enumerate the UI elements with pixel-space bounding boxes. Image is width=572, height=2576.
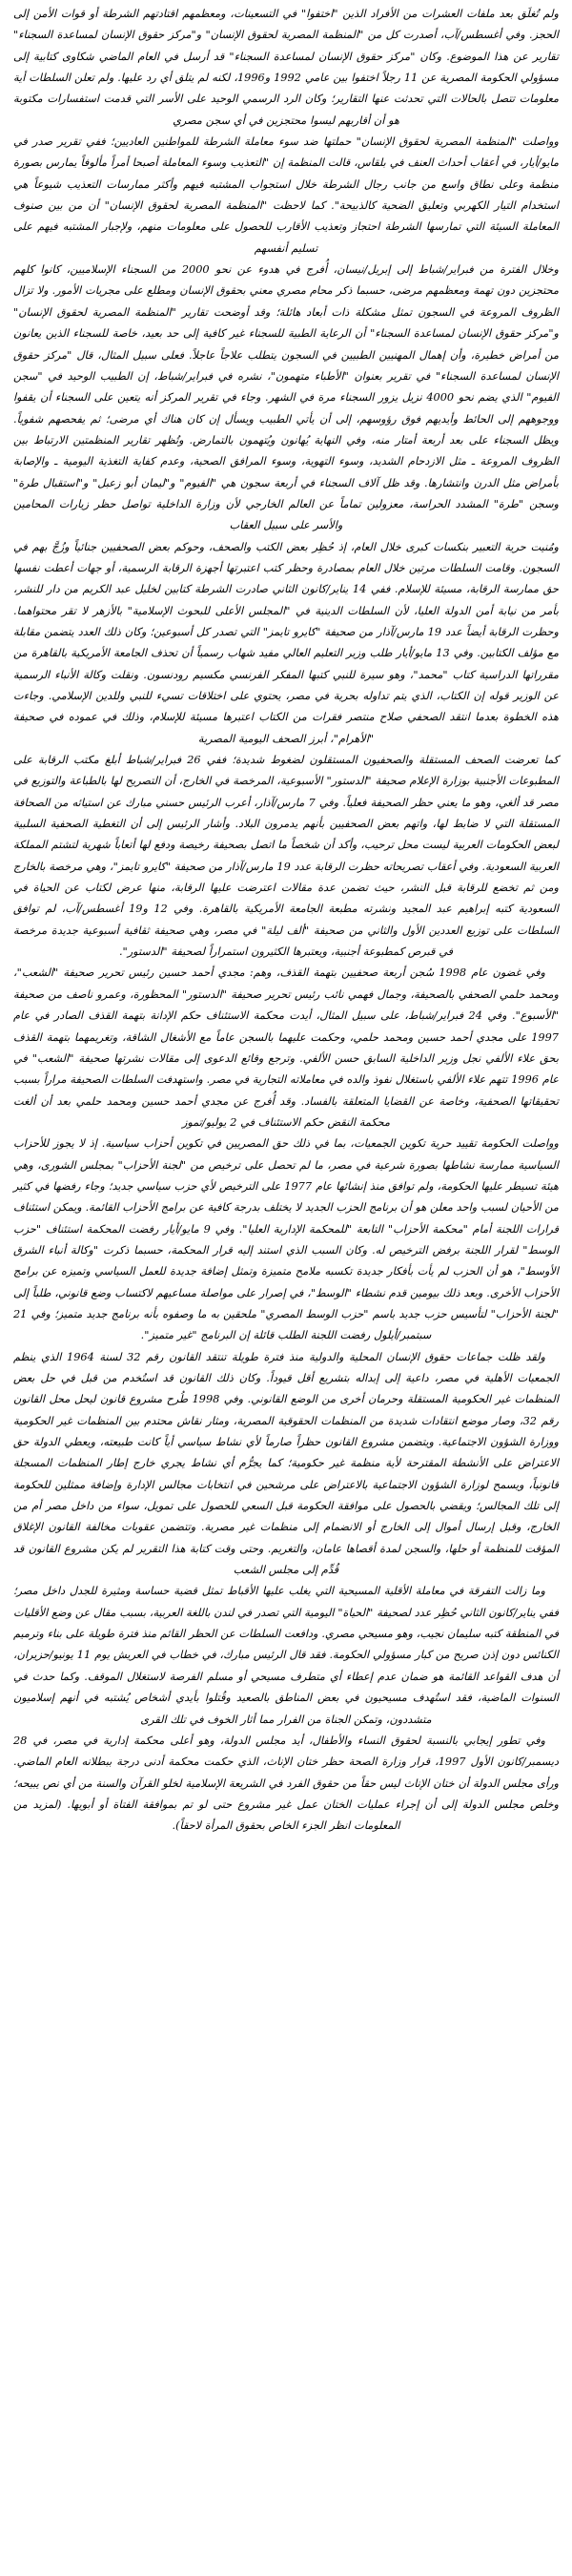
paragraph: وخلال الفترة من فبراير/شباط إلى إبريل/نيسان، أُفرج في هدوء عن نحو 2000 من السجناء الإسلاميين، كانوا كلهم محتجزين دون تهمة ومعظمهم مرضى، حسبما ذكر محام مصري معني بحقوق الإنسان ومطلع على مجريات الأمور. ولا تزال الظروف المروعة في السجون تمثل مشكلة ذات أبعاد هائلة؛ وقد أوضحت تقارير "المنظمة المصرية لحقوق الإنسان" و"مركز حقوق الإنسان لمساعدة السجناء" أن الرعاية الطبية للسجناء غير كافية إلى حد بعيد، خاصة للسجناء الذين يعانون من أمراض خطيرة، وأن إهمال المهنيين الطبيين في السجون يتطلب علاجاً عاجلاً. فعلى سبيل المثال، قال "مركز حقوق الإنسان لمساعدة السجناء" في تقرير بعنوان "الأطباء متهمون"، نشره في فبراير/شباط، إن الطبيب الوحيد في "سجن الفيوم" الذي يضم نحو 4000 نزيل يزور السجناء مرة في الشهر. وجاء في تقرير المركز أنه يتعين على السجناء أن يقفوا ووجوههم إلى الحائط وأيديهم فوق رؤوسهم، إلى أن يأتي الطبيب ويسأل إن كان هناك أي مرضى؛ ثم يفحصهم شفوياً. ويظل السجناء على بعد أربعة أمتار منه، وفي النهاية يُهانون ويُتهمون بالتمارض. وتُظهر تقارير المنظمتين الارتباط بين الظروف المروعة ـ مثل الازدحام الشديد، وسوء التهوية، وسوء المرافق الصحية، وعدم كفاية التغذية اليومية ـ والإصابة بأمراض مثل الدرن وانتشارها. وقد ظل آلاف السجناء في أربعة سجون هي "الفيوم" و"ليمان أبو زعبل" و"استقبال طرة" وسجن "طرة" المشدد الحراسة، معزولين تماماً عن العالم الخارجي لأن وزارة الداخلية تواصل حظر زيارات المحامين والأسر على سبيل العقاب — [13, 263, 560, 532]
paragraph: وواصلت الحكومة تقييد حرية تكوين الجمعيات، بما في ذلك حق المصريين في تكوين أحزاب سياسية. إذ لا يجوز للأحزاب السياسية ممارسة نشاطها بصورة شرعية في مصر، ما لم تحصل على ترخيص من "لجنة الأحزاب" بمجلس الشورى، وهي هيئة تسيطر عليها الحكومة، ولم توافق منذ إنشائها عام 1977 على الترخيص لأي حزب سياسي جديد؛ وجاء رفضها في كثير من الأحيان لسبب واحد معلن هو أن برنامج الحزب الجديد لا يختلف بدرجة كافية عن برامج الأحزاب القائمة. ويمكن استئناف قرارات اللجنة أمام "محكمة الأحزاب" التابعة "للمحكمة الإدارية العليا". وفي 9 مايو/أيار رفضت المحكمة استئناف "حزب الوسط" لقرار اللجنة برفض الترخيص له. وكان السبب الذي استند إليه قرار المحكمة، حسبما ذكرت "وكالة أنباء الشرق الأوسط"، هو أن الحزب لم يأت بأفكار جديدة تكسبه ملامح متميزة وتمثل إضافة جديدة للعمل السياسي وتميزه عن برامج الأحزاب الأخرى. وبعد ذلك بيومين قدم نشطاء "الوسط"، في إصرار على مواصلة مساعيهم لاكتساب وضع قانوني، طلباً إلى "لجنة الأحزاب" لتأسيس حزب جديد باسم "حزب الوسط المصري" ملحقين به ما وصفوه بأنه برنامج جديد متميز؛ وفي 21 سبتمبر/أيلول رفضت اللجنة الطلب قائلة إن البرنامج "غير متميز". — [13, 1137, 560, 1342]
paragraph: وفي تطور إيجابي بالنسبة لحقوق النساء والأطفال، أيد مجلس الدولة، وهو أعلى محكمة إدارية في مصر، في 28 ديسمبر/كانون الأول 1997، قرار وزارة الصحة حظر ختان الإناث، الذي حكمت محكمة أدنى درجة ببطلانه العام الماضي. ورأى مجلس الدولة أن ختان الإناث ليس حقاً من حقوق الفرد في الشريعة الإسلامية لخلو القرآن والسنة من أي نص يبيحه؛ وخلص مجلس الدولة إلى أن إجراء عمليات الختان عمل غير مشروع حتى لو تم بموافقة الفتاة أو أبويها. (لمزيد من المعلومات انظر الجزء الخاص بحقوق المرأة لاحقاً). — [13, 1734, 560, 1833]
paragraph: ولقد ظلت جماعات حقوق الإنسان المحلية والدولية منذ فترة طويلة تنتقد القانون رقم 32 لسنة 1964 الذي ينظم الجمعيات الأهلية في مصر، داعية إلى إبداله بتشريع أقل قيوداً. وكان ذلك القانون قد استُخدم من قبل في حل بعض المنظمات غير الحكومية المستقلة وحرمان أخرى من الوضع القانوني. وفي 1998 طُرح مشروع قانون ليحل محل القانون رقم 32، وصار موضع انتقادات شديدة من المنظمات الحقوقية المصرية، ومثار نقاش محتدم بين المنظمات غير الحكومية ووزارة الشؤون الاجتماعية. ويتضمن مشروع القانون حظراً صارماً لأي نشاط سياسي أياً كانت طبيعته، ويعطي الدولة حق الاعتراض على الأنشطة المقترحة لأية منظمة غير حكومية؛ كما يجرُّم أي نشاط يجري خارج إطار المنظمات المسجلة قانونياً، ويسمح لوزارة الشؤون الاجتماعية بالاعتراض على مرشحين في انتخابات مجالس الإدارة وإضافة ممثلين للحكومة إلى تلك المجالس؛ ويقضي بالحصول على موافقة الحكومة قبل السعي للحصول على تمويل، سواء من داخل مصر أم من الخارج، وقبل إرسال أموال إلى الخارج أو الانضمام إلى منظمات غير مصرية. وتتضمن عقوبات مخالفة القانون الإغلاق المؤقت للمنظمة أو حلها، والسجن لمدة أقصاها عامان، والتغريم. وحتى وقت كتابة هذا التقرير لم يكن مشروع القانون قد قُدِّم إلى مجلس الشعب — [13, 1350, 559, 1577]
paragraph: ومُنيت حرية التعبير بنكسات كبرى خلال العام، إذ حُظِر بعض الكتب والصحف، وحوكم بعض الصحفيين جنائياً وزُجَّ بهم في السجون. وقامت السلطات مرتين خلال العام بمصادرة وحظر كتب اعتبرتها أجهزة الرقابة الرسمية، أو جهات أعطت نفسها حق ممارسة الرقابة، مسيئة للإسلام. ففي 14 يناير/كانون الثاني صادرت الشرطة كتابين لخليل عبد الكريم من دار للنشر، بأمر من نيابة أمن الدولة العليا، لأن السلطات الدينية في "المجلس الأعلى للبحوث الإسلامية" بالأزهر لا تقر محتواهما. وحظرت الرقابة أيضاً عدد 19 مارس/آذار من صحيفة "كايرو تايمز" التي تصدر كل أسبوعين؛ وكان ذلك العدد يتضمن مقابلة مع مؤلف الكتابين. وفي 13 مايو/أيار طلب وزير التعليم العالي مفيد شهاب رسمياً أن تحذف الجامعة الأمريكية بالقاهرة من مقرراتها الدراسية كتاب "محمد"، وهو سيرة للنبي كتبها المفكر الفرنسي مكسيم رودنسون. ونقلت وكالة الأنباء الرسمية عن الوزير قوله إن الكتاب، الذي يتم تداوله بحرية في مصر، يحتوي على اختلاقات تسيء للنبي وللدين الإسلامي. وجاءت هذه الخطوة بعدما انتقد الصحفي صلاح منتصر فقرات من الكتاب اعتبرها مسيئة للإسلام، وذلك في عموده في صحيفة "الأهرام"، أبرز الصحف اليومية المصرية — [13, 540, 560, 745]
paragraph: وواصلت "المنظمة المصرية لحقوق الإنسان" حملتها ضد سوء معاملة الشرطة للمواطنين العاديين؛ ففي تقرير صدر في مايو/أيار، في أعقاب أحداث العنف في بلقاس، قالت المنظمة إن "التعذيب وسوء المعاملة أصبحا أمراً مألوفاً يمارس بصورة منظمة وعلى نطاق واسع من جانب رجال الشرطة خلال استجواب المشتبه فيهم وأكثر ممارسات التعذيب شيوعاً هي استخدام التيار الكهربي وتعليق الضحية كالذبيحة". كما لاحظت "المنظمة المصرية لحقوق الإنسان" أن من بين صنوف المعاملة السيئة التي تمارسها الشرطة احتجاز وتعذيب الأقارب للحصول على معلومات منهم، ولإجبار المشتبه فيهم على تسليم أنفسهم — [13, 135, 559, 255]
paragraph: وما زالت التفرقة في معاملة الأقلية المسيحية التي يغلب عليها الأقباط تمثل قضية حساسة ومثيرة للجدل داخل مصر؛ ففي يناير/كانون الثاني حُظِر عدد لصحيفة "الحياة" اليومية التي تصدر في لندن باللغة العربية، بسبب مقال عن وضع الأقليات في المنطقة كتبه سليمان نجيب، وهو مسيحي مصري. ودافعت السلطات عن الحظر القائم منذ فترة طويلة على بناء وترميم الكنائس دون إذن صريح من كبار مسؤولي الحكومة. فقد قال الرئيس مبارك، في خطاب في العريش يوم 11 يونيو/حزيران، أن هدف القواعد القائمة هو ضمان عدم إعطاء أي متطرف مسيحي أو مسلم الفرصة لاستغلال الموقف. وكما حدث في السنوات الماضية، فقد استُهدف مسيحيون في بعض المناطق بالصعيد وقُتلوا بأيدي أشخاص يُشتبه في أنهم إسلاميون متشددون، وتمكن الجناة من الفرار مما أثار الخوف في تلك القرى — [13, 1585, 559, 1726]
document-body — [13, 4, 559, 1838]
paragraph: ولم تُغلَق بعد ملفات العشرات من الأفراد الذين "اختفوا" في التسعينات، ومعظمهم اقتادتهم الشرطة أو قوات الأمن إلى الحجز. وفي أغسطس/آب، أصدرت كل من "المنظمة المصرية لحقوق الإنسان" و"مركز حقوق الإنسان لمساعدة السجناء" تقارير عن هذا الموضوع. وكان "مركز حقوق الإنسان لمساعدة السجناء" قد أرسل في العام الماضي شكاوى كتابية إلى مسؤولي الحكومة المصرية عن 11 رجلاً اختفوا بين عامي 1992 و1996، لكنه لم يتلق أي رد عليها. ولم تعلن السلطات أية معلومات تتصل بالحالات التي تحدثت عنها التقارير؛ وكان الرد الرسمي الوحيد على الأسر التي قدمت استفسارات مكتوبة هو أن أقاربهم ليسوا محتجزين في أي سجن مصري — [13, 8, 559, 127]
paragraph: وفي غضون عام 1998 سُجن أربعة صحفيين بتهمة القذف، وهم: مجدي أحمد حسين رئيس تحرير صحيفة "الشعب"، ومحمد حلمي الصحفي بالصحيفة، وجمال فهمي نائب رئيس تحرير صحيفة "الدستور" المحظورة، وعمرو ناصف من صحيفة "الأسبوع". وفي 24 فبراير/شباط، على سبيل المثال، أيدت محكمة الاستئناف حكم الإدانة بتهمة القذف الصادر في عام 1997 على مجدي أحمد حسين ومحمد حلمي، وحكمت عليهما بالسجن عاماً مع الأشغال الشاقة، وتغريمهما بتهمة القذف بحق علاء الألفي نجل وزير الداخلية السابق حسن الألفي. وترجع وقائع الدعوى إلى مقالات نشرتها صحيفة "الشعب" في عام 1996 تتهم علاء الألفي باستغلال نفوذ والده في معاملاته التجارية في مصر. واستهدفت السلطات الصحيفة مراراً بسبب تحقيقاتها الصحفية، وخاصة عن القضايا المتعلقة بالفساد. وقد أُفرج عن مجدي أحمد حسين ومحمد حلمي بعد أن ألغت محكمة النقض حكم الاستئناف في 2 يوليو/تموز — [13, 966, 560, 1129]
paragraph: كما تعرضت الصحف المستقلة والصحفيون المستقلون لضغوط شديدة؛ ففي 26 فبراير/شباط أبلغ مكتب الرقابة على المطبوعات الأجنبية بوزارة الإعلام صحيفة "الدستور" الأسبوعية، المرخصة في الخارج، أن التصريح لها بالطباعة والتوزيع في مصر قد ألغي، وهو ما يعني حظر الصحيفة فعلياً. وفي 7 مارس/آذار، أعرب الرئيس حسني مبارك عن استيائه من الصحافة المستقلة التي لا ضابط لها، واتهم بعض الصحفيين بأنهم يدمرون البلاد. وأشار الرئيس إلى أن التغطية الصحفية السلبية لبعض الحكومات العربية ليست محل ترحيب، وأكد أن شخصاً ما اتصل بصحيفة رخيصة ودفع لها أتعاباً شهرية لتشتم المملكة العربية السعودية. وفي أعقاب تصريحاته حظرت الرقابة عدد 19 مارس/آذار من صحيفة "كايرو تايمز"، وهي مرخصة بالخارج ومن ثم تخضع للرقابة قبل النشر، حيث تضمن عدة مقالات اعترضت عليها الرقابة، منها عرض لكتاب عن الحياة في السعودية كتبه إبراهيم عبد المجيد ونشرته مطبعة الجامعة الأمريكية بالقاهرة. وفي 12 و19 أغسطس/آب، لم توافق السلطات على توزيع العددين الأول والثاني من صحيفة "ألف ليلة" في مصر، وهي صحيفة ثقافية أسبوعية جديدة مرخصة في قبرص كمطبوعة أجنبية، ويعتبرها الكثيرون استمراراً لصحيفة "الدستور". — [13, 754, 560, 959]
